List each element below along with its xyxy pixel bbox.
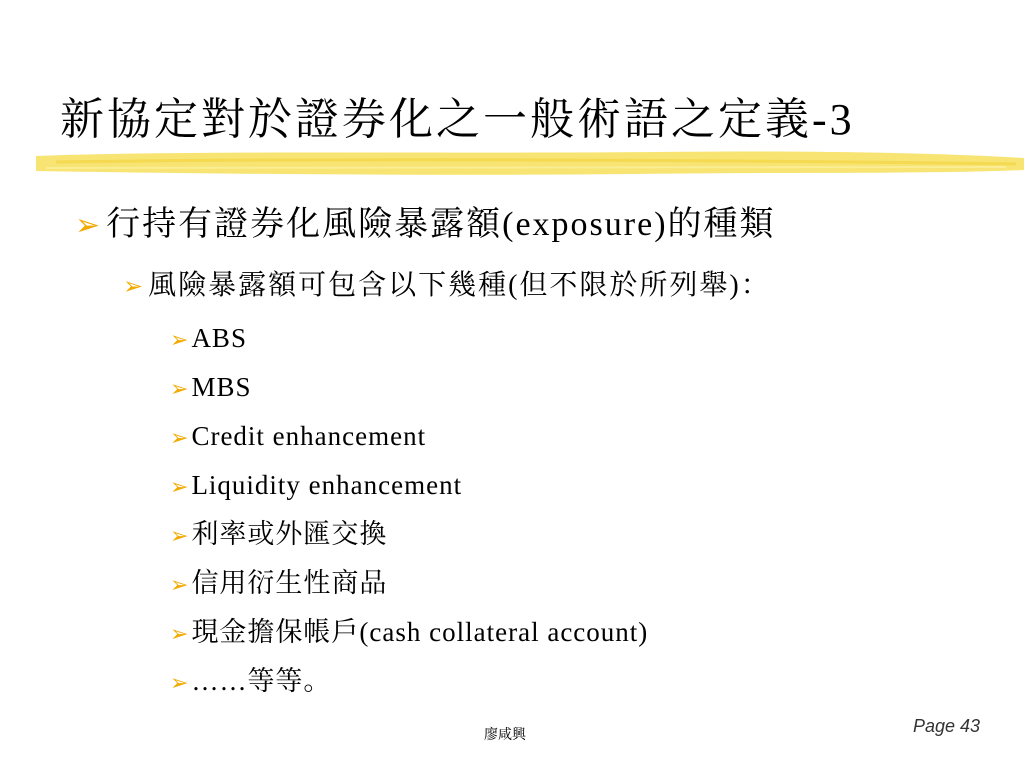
bullet-text: 行持有證券化風險暴露額(exposure)的種類 — [106, 206, 776, 243]
arrow-bullet-icon: ➢ — [170, 572, 190, 597]
arrow-bullet-icon: ➢ — [170, 670, 190, 695]
bullet-item-abs — [170, 318, 247, 360]
page-number: Page 43 — [912, 716, 980, 736]
bullet-item-credit-enhancement — [170, 416, 426, 458]
arrow-bullet-icon: ➢ — [170, 474, 190, 499]
footer-author: 廖咸興 — [484, 727, 526, 743]
bullet-item-etc — [170, 661, 331, 703]
bullet-text: MBS — [191, 372, 252, 402]
bullet-text: 現金擔保帳戶(cash collateral account) — [191, 617, 649, 647]
arrow-bullet-icon: ➢ — [170, 425, 190, 450]
bullet-text: Liquidity enhancement — [191, 470, 463, 500]
bullet-item-swap — [170, 514, 387, 556]
bullet-text: 風險暴露額可包含以下幾種(但不限於所列舉)： — [148, 270, 771, 301]
arrow-bullet-icon: ➢ — [123, 274, 146, 300]
arrow-bullet-icon: ➢ — [170, 327, 190, 352]
title-highlight-stroke — [36, 144, 1024, 184]
slide-title: 新協定對於證券化之一般術語之定義-3 — [60, 95, 855, 144]
bullet-text: 信用衍生性商品 — [191, 568, 388, 598]
bullet-item-credit-derivatives — [170, 563, 387, 605]
bullet-text: 利率或外匯交換 — [191, 519, 388, 549]
bullet-item-cash-collateral — [170, 612, 648, 654]
bullet-item-mbs — [170, 367, 251, 409]
bullet-text: ……等等。 — [191, 666, 332, 696]
bullet-item-liquidity-enhancement — [170, 465, 462, 507]
arrow-bullet-icon: ➢ — [170, 621, 190, 646]
bullet-text: ABS — [191, 323, 247, 353]
arrow-bullet-icon: ➢ — [170, 523, 190, 548]
arrow-bullet-icon: ➢ — [170, 376, 190, 401]
bullet-text: Credit enhancement — [191, 421, 427, 451]
bullet-level1 — [75, 200, 776, 251]
arrow-bullet-icon: ➢ — [75, 209, 103, 242]
bullet-level2 — [123, 264, 771, 309]
